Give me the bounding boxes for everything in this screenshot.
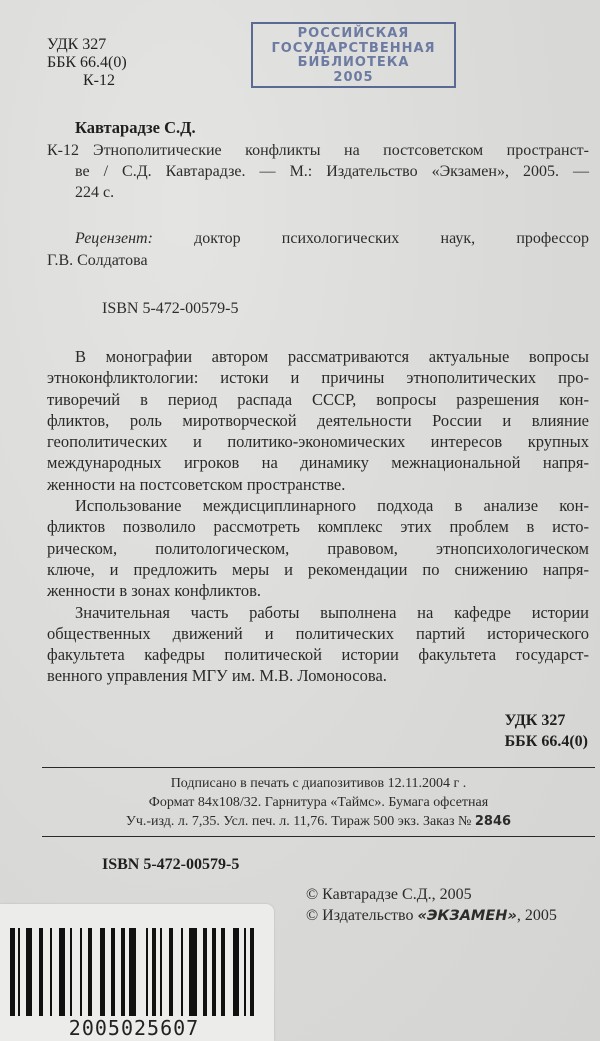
reviewer-name: Г.В. Солдатова: [47, 252, 148, 269]
abstract-line: Использование междисциплинарного подхода в анализе кон-: [75, 496, 589, 516]
imprint-text: Уч.-изд. л. 7,35. Усл. печ. л. 11,76. Тираж 500 экз. Заказ №: [125, 814, 472, 829]
publisher-brand: «ЭКЗАМЕН»: [417, 908, 517, 924]
abstract-line: венного управления МГУ им. М.В. Ломоносова.: [47, 666, 387, 686]
barcode-number: 2005025607: [68, 1016, 200, 1040]
imprint-line: Формат 84х108/32. Гарнитура «Таймс». Бумага офсетная: [148, 795, 489, 810]
copyright-author: © Кавтарадзе С.Д., 2005: [306, 886, 472, 903]
reviewer-word: психологических: [281, 230, 400, 247]
copyright-suffix: , 2005: [516, 907, 557, 924]
catalog-line: ве / С.Д. Кавтарадзе. — М.: Издательство «Экзамен», 2005. —: [75, 163, 589, 180]
abstract-line: фликтов, роль миротворческой деятельности России и влияние: [47, 410, 589, 430]
stamp-line: 2005: [333, 69, 374, 85]
abstract-line: Значительная часть работы выполнена на кафедре истории: [75, 602, 589, 622]
stamp-line: ГОСУДАРСТВЕННАЯ: [271, 40, 436, 56]
abstract-line: факультета кафедры политической истории факультета государст-: [47, 645, 589, 665]
isbn: ISBN 5-472-00579-5: [102, 300, 239, 317]
copyright-prefix: © Издательство: [306, 907, 418, 924]
order-number: 2846: [474, 814, 512, 829]
abstract: [47, 346, 589, 687]
abstract-line: тиворечий в период распада СССР, вопросы разрешения кон-: [47, 389, 589, 409]
abstract-line: В монографии автором рассматриваются актуальные вопросы: [75, 347, 589, 366]
footer-codes: [505, 710, 588, 752]
udk-code: УДК 327: [47, 36, 107, 53]
catalog-line: 224 с.: [75, 184, 115, 201]
reviewer-label: Рецензент:: [75, 230, 153, 247]
abstract-line: геополитических и политико-экономических интересов крупных: [47, 432, 589, 452]
classification-codes: [47, 36, 127, 90]
library-stamp: [251, 22, 456, 88]
imprint-block: [42, 774, 595, 831]
abstract-line: женности на постсоветском пространстве.: [47, 474, 346, 494]
abstract-line: женности в зонах конфликтов.: [47, 581, 261, 601]
abstract-paragraph: [47, 346, 589, 495]
author-name: Кавтарадзе С.Д.: [75, 118, 196, 137]
bbk-code: ББК 66.4(0): [47, 54, 127, 71]
stamp-line: РОССИЙСКАЯ: [297, 26, 410, 41]
abstract-paragraph: [47, 602, 589, 687]
abstract-line: международных игроков на динамику межнациональной напря-: [47, 453, 589, 473]
footer-udk: УДК 327: [504, 712, 566, 729]
divider-bottom: [42, 836, 595, 837]
reviewer-block: [47, 228, 589, 272]
barcode-icon: [9, 928, 259, 1016]
footer-bbk: ББК 66.4(0): [504, 733, 588, 750]
reviewer-word: профессор: [516, 230, 589, 247]
catalog-code: К-12: [47, 142, 79, 159]
imprint-line-3: [42, 812, 595, 831]
abstract-line: общественных движений и политических партий исторического: [47, 623, 589, 643]
copyright-publisher: [306, 905, 557, 927]
reviewer-word: доктор: [194, 230, 241, 247]
imprint-line: Подписано в печать с диапозитивов 12.11.2004 г .: [170, 776, 467, 791]
author-mark: К-12: [83, 72, 115, 89]
abstract-line: ключе, и предложить меры и рекомендации по снижению напря-: [47, 559, 589, 579]
catalog-line: Этнополитические конфликты на постсоветском пространст-: [93, 142, 589, 159]
barcode-sticker: [0, 904, 274, 1041]
abstract-line: фликтов позволило рассмотреть комплекс этих проблем в исто-: [47, 517, 589, 537]
abstract-paragraph: [47, 495, 589, 601]
isbn-bold: ISBN 5-472-00579-5: [102, 856, 240, 873]
divider-top: [42, 767, 595, 768]
reviewer-word: наук,: [440, 230, 476, 247]
copyright-block: [306, 884, 557, 927]
stamp-line: БИБЛИОТЕКА: [297, 55, 410, 70]
abstract-line: рическом, политологическом, правовом, этнопсихологическом: [47, 538, 589, 558]
catalog-entry: [47, 140, 589, 203]
abstract-line: этноконфликтологии: истоки и причины этнополитических про-: [47, 368, 589, 388]
